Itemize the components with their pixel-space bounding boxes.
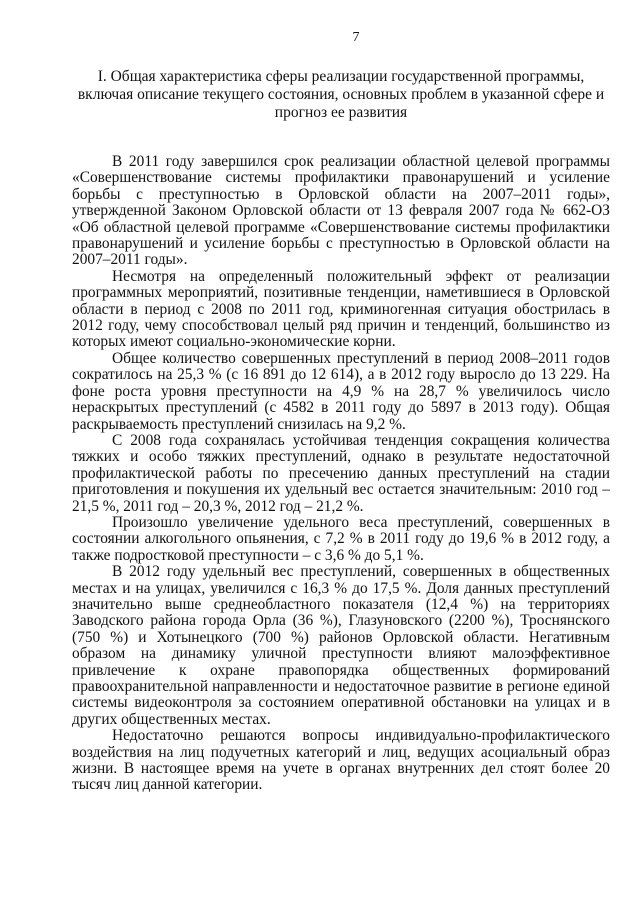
- page-number: 7: [352, 30, 360, 45]
- paragraph-crime-statistics: Общее количество совершенных преступлений в период 2008–2011 годов сократилось на 25,3 % (с 16 891 до 12 614), а в 2012 году выросло до 13 229. На фоне роста уровня преступности на 4,9 % на 28,7 % увеличилось число нераскрытых преступлений (с 4582 в 2011 году до 5897 в 2013 году). Общая раскрываемость преступлений снизилась на 9,2 %.: [72, 349, 610, 433]
- paragraph-alcohol-juvenile: Произошло увеличение удельного веса преступлений, совершенных в состоянии алкогольного опьянения, с 7,2 % в 2011 году до 19,6 % в 2012 году, а также подростковой преступности – с 3,6 % до 5,1 %.: [72, 513, 610, 564]
- paragraph-serious-crimes: С 2008 года сохранялась устойчивая тенденция сокращения количества тяжких и особо тяжких преступлений, однако в результате недостаточной профилактической работы по пресечению данных преступлений на стадии приготовления и покушения их удельный вес остается значительным: 2010 год – 21,5 %, 2011 год – 20,3 %, 2012 год – 21,2 %.: [72, 431, 610, 515]
- paragraph-crime-situation: Несмотря на определенный положительный эффект от реализации программных мероприятий, позитивные тенденции, наметившиеся в Орловской области в период с 2008 по 2011 год, криминогенная ситуация обострилась в 2012 году, чему способствовал целый ряд причин и тенденций, большинство из которых имеют социально-экономические корни.: [72, 267, 610, 351]
- paragraph-prevention: Недостаточно решаются вопросы индивидуально-профилактического воздействия на лиц подучетных категорий и лиц, ведущих асоциальный образ жизни. В настоящее время на учете в органах внутренних дел стоят более 20 тысяч лиц данной категории.: [72, 727, 610, 794]
- paragraph-program-completion: В 2011 году завершился срок реализации областной целевой программы «Совершенствование системы профилактики правонарушений и усиление борьбы с преступностью в Орловской области на 2007–2011 годы», утвержденной Законом Орловской области от 13 февраля 2007 года № 662-ОЗ «Об областной целевой программе «Совершенствование системы профилактики правонарушений и усиление борьбы с преступностью в Орловской области на 2007–2011 годы».: [72, 153, 610, 269]
- section-title: I. Общая характеристика сферы реализации государственной программы, включая описание текущего состояния, основных проблем в указанной сфере и прогноз ее развития: [77, 68, 605, 121]
- paragraph-street-crime: В 2012 году удельный вес преступлений, совершенных в общественных местах и на улицах, увеличился с 16,3 % до 17,5 %. Доля данных преступлений значительно выше среднеобластного показателя (12,4 %) на территориях Заводского района города Орла (36 %), Глазуновского (2200 %), Троснянского (750 %) и Хотынецкого (700 %) районов Орловской области. Негативным образом на динамику уличной преступности влияют малоэффективное привлечение к охране правопорядка общественных формирований правоохранительной направленности и недостаточное развитие в регионе единой системы видеоконтроля за состоянием оперативной обстановки на улицах и в других общественных местах.: [72, 563, 610, 728]
